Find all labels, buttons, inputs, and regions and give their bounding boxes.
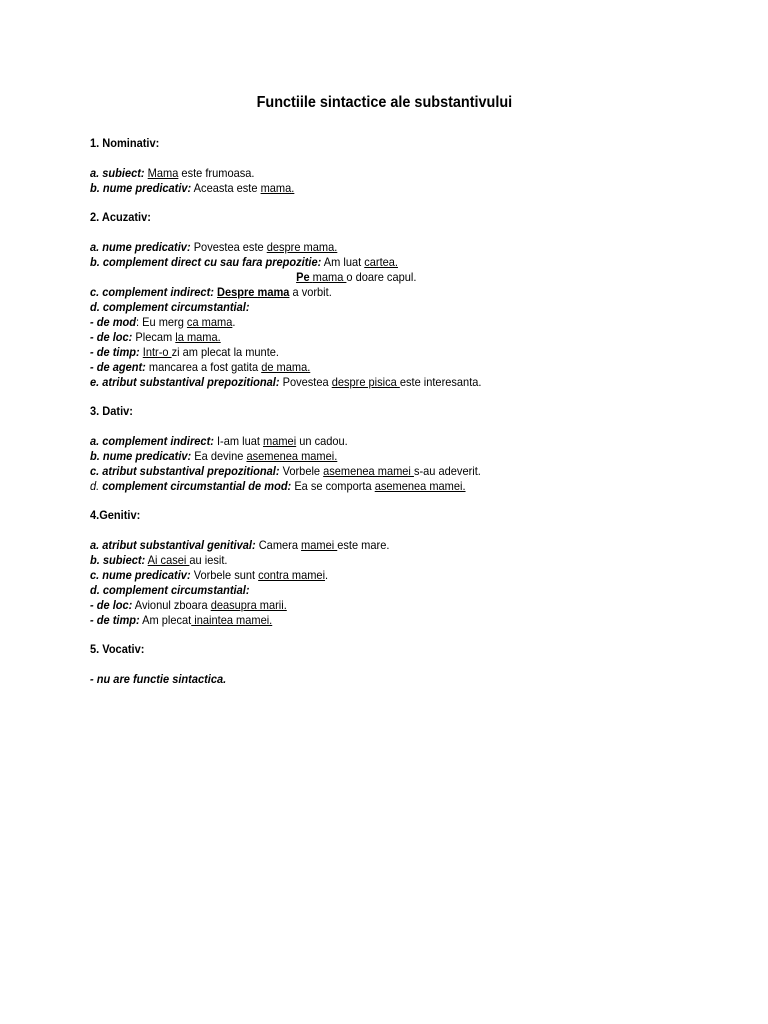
text-line — [90, 240, 642, 255]
blank-line — [90, 225, 690, 240]
text-line — [90, 598, 642, 613]
example-text: Plecam — [132, 329, 176, 344]
example-text: un cadou. — [296, 433, 348, 448]
text-line — [90, 255, 642, 270]
text-line — [90, 568, 642, 583]
text-line — [90, 583, 642, 598]
example-text: Povestea — [279, 374, 332, 389]
text-line — [90, 210, 642, 225]
text-line — [90, 642, 642, 657]
underlined-example: inaintea mamei. — [191, 612, 273, 627]
text-line — [90, 449, 642, 464]
term-label: d. complement circumstantial: — [90, 582, 250, 597]
section-heading: 1. Nominativ: — [90, 136, 160, 150]
term-label: a. subiect: — [90, 165, 145, 180]
text-line — [90, 672, 642, 687]
example-text: mancarea a fost gatita — [145, 359, 262, 374]
term-label: - de agent: — [90, 359, 146, 374]
underlined-example: asemenea mamei. — [246, 448, 338, 463]
blank-line — [90, 657, 690, 672]
term-label: - nu are functie sintactica. — [90, 671, 227, 686]
document-body — [90, 136, 690, 687]
example-text: Avionul zboara — [132, 597, 211, 612]
underlined-example: asemenea mamei. — [374, 478, 466, 493]
example-text: Povestea este — [190, 239, 267, 254]
underlined-example: despre pisica — [331, 374, 400, 389]
underlined-example: ca mama — [186, 314, 233, 329]
underlined-example: asemenea mamei — [323, 463, 414, 478]
term-label: b. nume predicativ: — [90, 180, 192, 195]
term-label: c. complement indirect: — [90, 284, 214, 299]
text-line — [90, 315, 642, 330]
example-text: Ea devine — [191, 448, 247, 463]
term-label: - de loc: — [90, 329, 133, 344]
text-line — [90, 270, 642, 285]
term-label: - de timp: — [90, 612, 140, 627]
blank-line — [90, 196, 690, 211]
text-line — [90, 434, 642, 449]
underlined-example: mamei — [301, 537, 338, 552]
term-label: - de mod — [90, 314, 136, 329]
underlined-example: Despre mama — [217, 284, 290, 299]
section-heading: 4.Genitiv: — [90, 508, 141, 522]
term-label: a. complement indirect: — [90, 433, 214, 448]
text-line — [90, 136, 642, 151]
text-line — [90, 300, 642, 315]
example-text: Ea se comporta — [291, 478, 375, 493]
example-text: Vorbele — [279, 463, 324, 478]
text-line — [90, 360, 642, 375]
term-label: complement circumstantial de mod: — [102, 478, 292, 493]
text-line — [90, 464, 642, 479]
term-label: d. complement circumstantial: — [90, 299, 250, 314]
term-label: c. atribut substantival prepozitional: — [90, 463, 280, 478]
term-label: - de timp: — [90, 344, 140, 359]
example-text: . — [325, 567, 329, 582]
term-label: b. subiect: — [90, 552, 146, 567]
example-text: Am luat — [321, 254, 365, 269]
example-text: . — [232, 314, 236, 329]
term-label: - de loc: — [90, 597, 133, 612]
text-line — [90, 166, 642, 181]
blank-line — [90, 390, 690, 405]
example-text: I-am luat — [213, 433, 264, 448]
underlined-example: despre mama. — [266, 239, 338, 254]
blank-line — [90, 523, 690, 538]
text-line — [90, 613, 642, 628]
text-line — [90, 330, 642, 345]
underlined-example: mamei — [263, 433, 297, 448]
text-line — [90, 479, 642, 494]
text-line — [90, 404, 642, 419]
section-heading: 3. Dativ: — [90, 404, 133, 418]
term-label: b. complement direct cu sau fara prepozitie: — [90, 254, 322, 269]
example-text: o doare capul. — [346, 269, 417, 284]
underlined-example: mama — [312, 269, 347, 284]
text-line — [90, 181, 642, 196]
text-line — [90, 553, 642, 568]
example-text: d. — [90, 478, 100, 493]
blank-line — [90, 494, 690, 509]
example-text: Vorbele sunt — [190, 567, 259, 582]
example-text: zi am plecat la munte. — [171, 344, 279, 359]
example-text: s-au adeverit. — [413, 463, 481, 478]
underlined-example: Intr-o — [142, 344, 172, 359]
text-line — [90, 285, 642, 300]
example-text: Camera — [255, 537, 302, 552]
blank-line — [90, 628, 690, 643]
term-label: b. nume predicativ: — [90, 448, 192, 463]
text-line — [90, 538, 642, 553]
underlined-example: Mama — [147, 165, 179, 180]
underlined-example: de mama. — [261, 359, 311, 374]
example-text: este interesanta. — [399, 374, 482, 389]
document-title-text: Functiile sintactice ale substantivului — [256, 94, 512, 111]
underlined-example: Ai casei — [147, 552, 190, 567]
example-text: este frumoasa. — [178, 165, 255, 180]
underlined-example: Pe — [296, 269, 310, 284]
term-label: a. nume predicativ: — [90, 239, 191, 254]
term-label: c. nume predicativ: — [90, 567, 191, 582]
blank-line — [90, 419, 690, 434]
underlined-example: deasupra marii. — [210, 597, 287, 612]
example-text: Aceasta este — [191, 180, 261, 195]
text-line — [90, 345, 642, 360]
underlined-example: contra mamei — [258, 567, 326, 582]
term-label: a. atribut substantival genitival: — [90, 537, 256, 552]
document-title — [0, 94, 768, 112]
section-heading: 2. Acuzativ: — [90, 210, 151, 224]
example-text: a vorbit. — [289, 284, 332, 299]
section-heading: 5. Vocativ: — [90, 642, 145, 656]
blank-line — [90, 151, 690, 166]
example-text: este mare. — [337, 537, 390, 552]
underlined-example: la mama. — [175, 329, 221, 344]
text-line — [90, 508, 642, 523]
example-text: : Eu merg — [136, 314, 187, 329]
underlined-example: mama. — [260, 180, 295, 195]
example-text: Am plecat — [139, 612, 192, 627]
term-label: e. atribut substantival prepozitional: — [90, 374, 280, 389]
example-text: au iesit. — [189, 552, 228, 567]
underlined-example: cartea. — [364, 254, 398, 269]
text-line — [90, 375, 642, 390]
